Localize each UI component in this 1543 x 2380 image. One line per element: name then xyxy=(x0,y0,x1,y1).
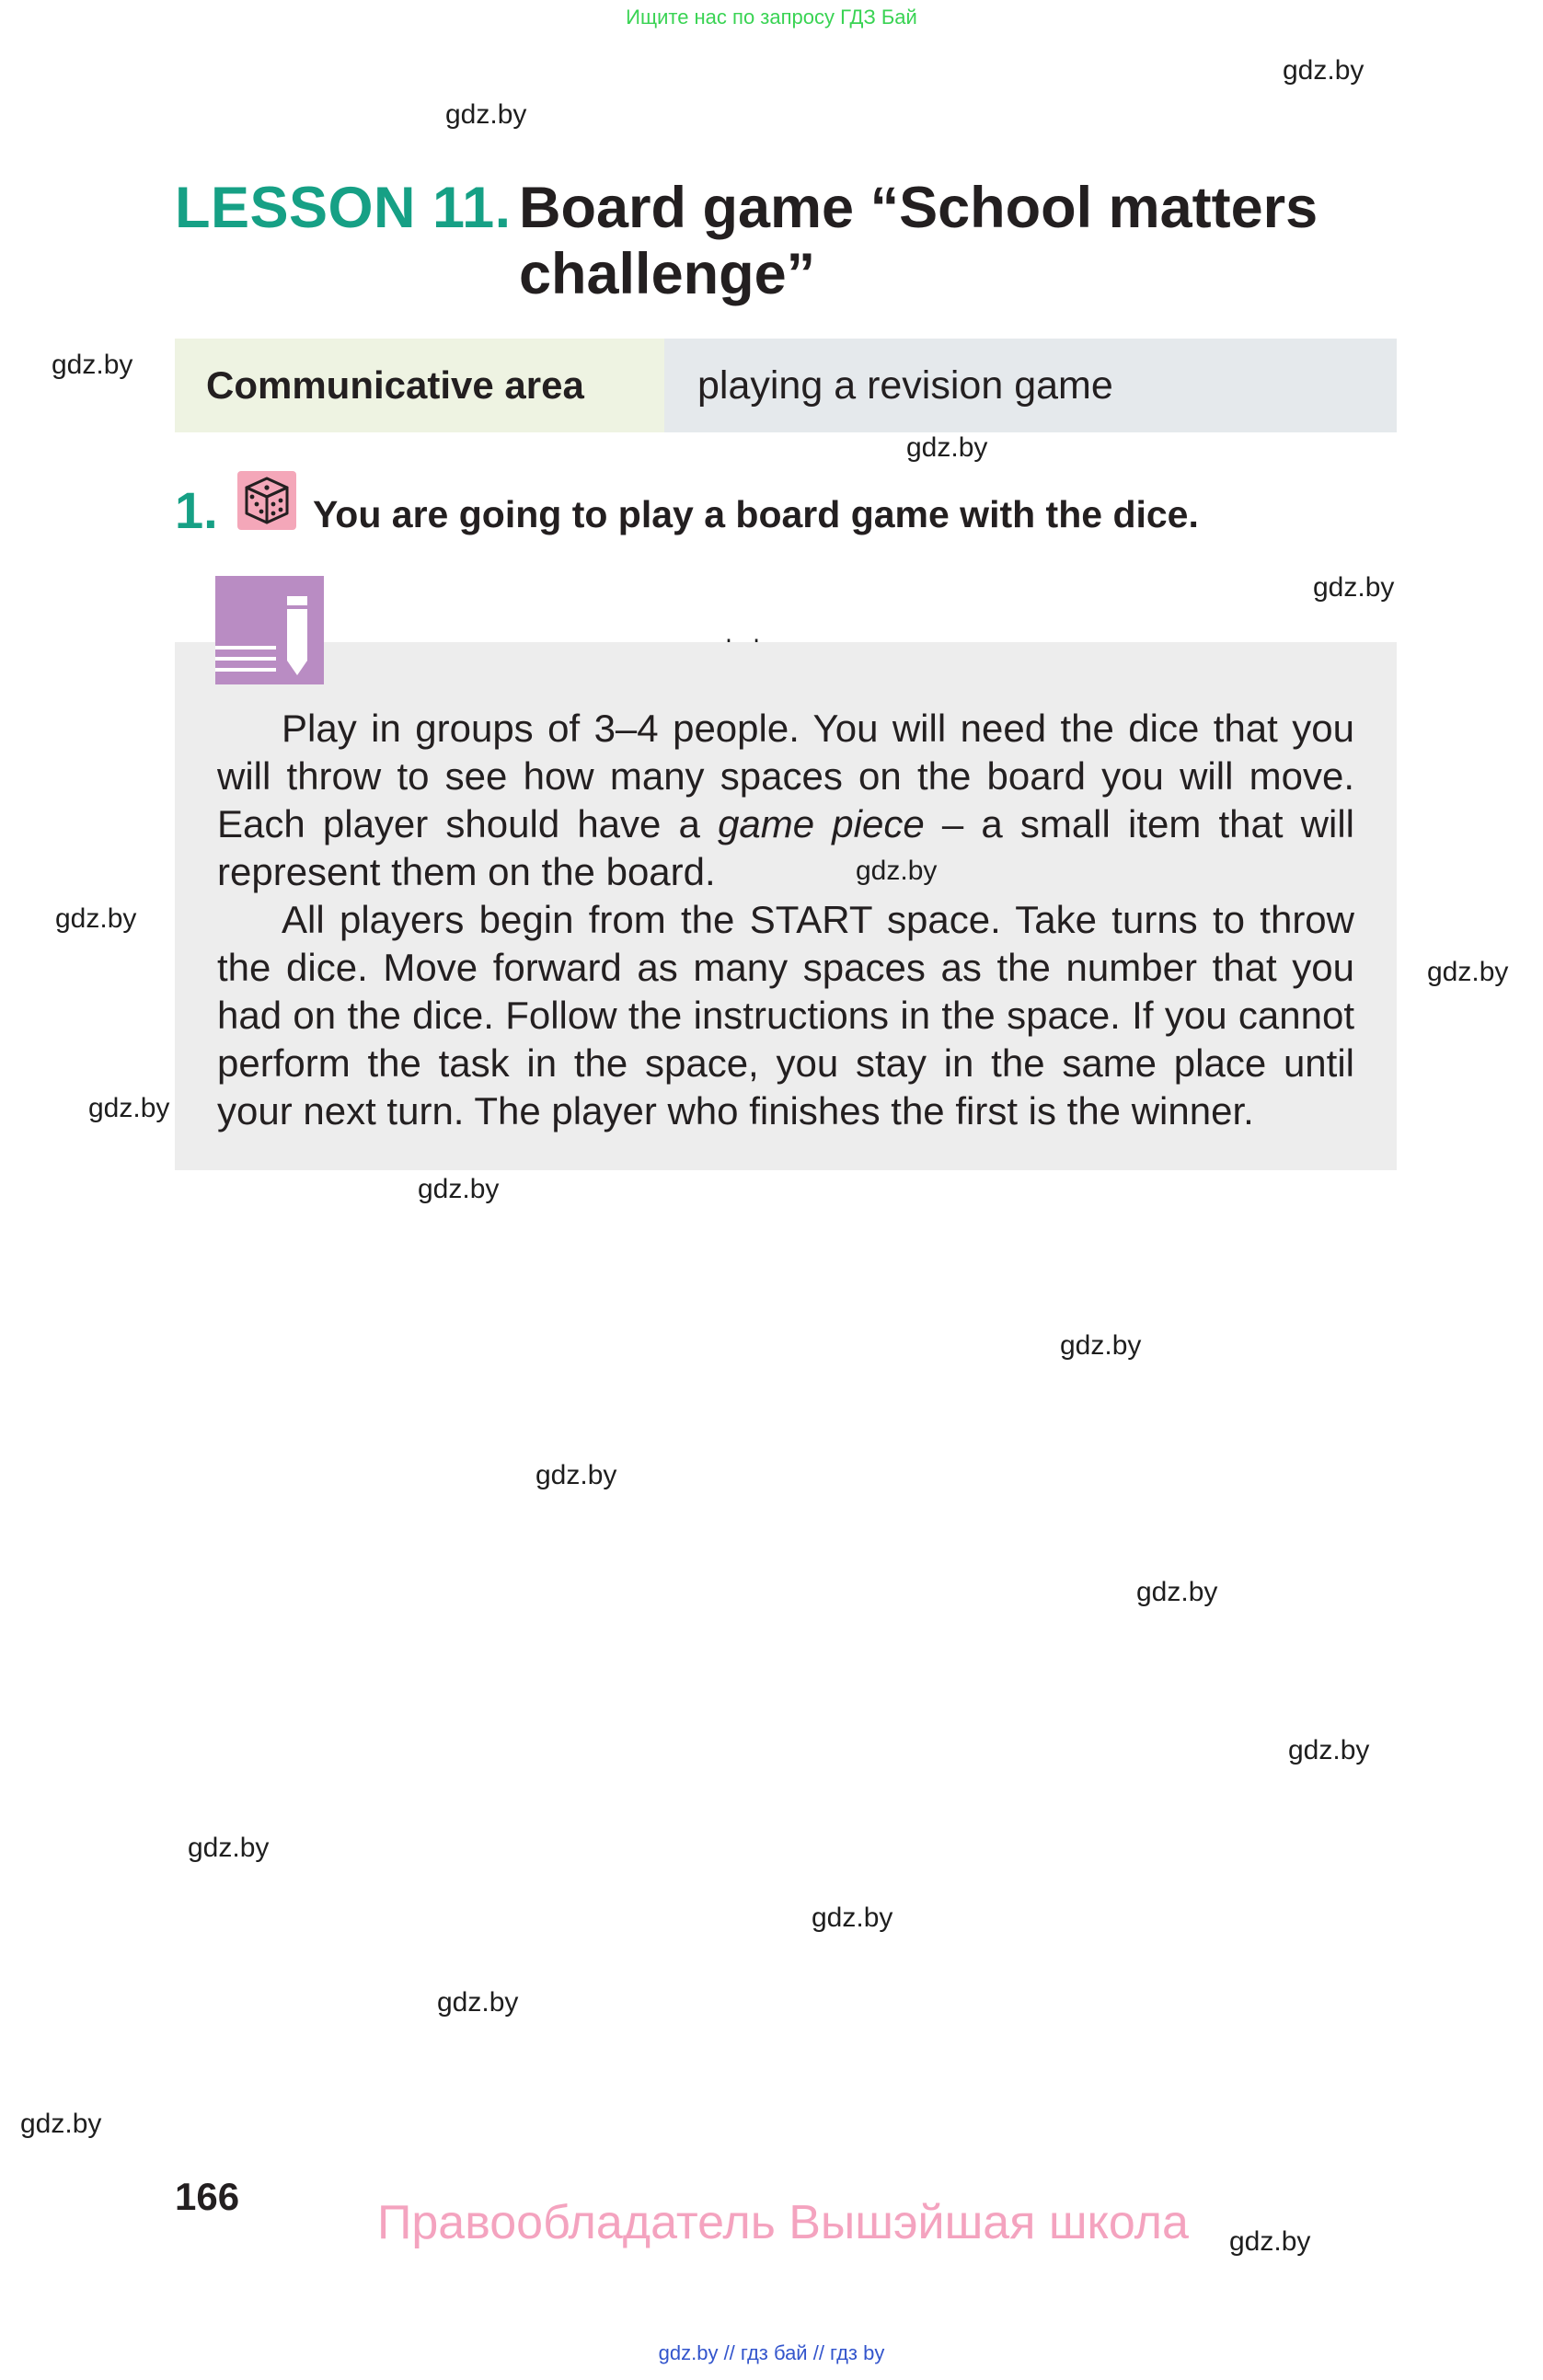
rules-p1-end: – a small item that will represent them on the board. xyxy=(217,802,1355,893)
top-banner: Ищите нас по запросу ГДЗ Бай xyxy=(626,6,917,29)
watermark: gdz.by xyxy=(1283,55,1365,86)
watermark: gdz.by xyxy=(445,99,527,130)
watermark: gdz.by xyxy=(906,432,988,463)
watermark: gdz.by xyxy=(856,856,938,886)
communicative-area-label-text: Communicative area xyxy=(206,363,584,407)
watermark: gdz.by xyxy=(1136,1577,1218,1607)
watermark: gdz.by xyxy=(418,1174,500,1204)
watermark: gdz.by xyxy=(1229,2226,1311,2257)
rules-paragraph-1 xyxy=(217,705,1354,896)
copyright-owner: Правообладатель Вышэйшая школа xyxy=(377,2196,1189,2249)
watermark: gdz.by xyxy=(1427,957,1509,987)
watermark: gdz.by xyxy=(1060,1330,1142,1361)
watermark: gdz.by xyxy=(55,903,137,934)
rules-text xyxy=(217,705,1354,1135)
page-number: 166 xyxy=(175,2175,240,2218)
watermark: gdz.by xyxy=(20,2109,102,2139)
watermark: gdz.by xyxy=(535,1460,617,1490)
pencil-notes-icon xyxy=(215,576,324,684)
exercise-instruction: You are going to play a board game with the dice. xyxy=(313,493,1199,535)
footer-links: gdz.by // гдз бай // гдз by xyxy=(658,2341,885,2364)
rules-p1-term: game piece xyxy=(718,802,925,845)
communicative-area-label xyxy=(175,339,664,432)
watermark: gdz.by xyxy=(88,1093,170,1123)
communicative-area-value xyxy=(664,339,1397,432)
lesson-title: Board game “School matters challenge” xyxy=(519,176,1318,306)
watermark: gdz.by xyxy=(812,1903,893,1933)
watermark: gdz.by xyxy=(1288,1735,1370,1765)
exercise-number: 1. xyxy=(175,481,218,539)
watermark: gdz.by xyxy=(1313,572,1395,603)
lesson-number: LESSON 11. xyxy=(175,176,512,240)
rules-p1-start: Play in groups of 3–4 people. You will need the dice that you will throw to see how many spaces on the board you will move. Each player should have a xyxy=(217,707,1354,845)
watermark: gdz.by xyxy=(52,350,133,380)
rules-paragraph-2: All players begin from the START space. Take turns to throw the dice. Move forward as many spaces as the number that you had on the dice. Follow the instructions in the space. If you cannot perform the task in the space, you stay in the same place until your next turn. The player who finishes the first is the winner. xyxy=(217,898,1354,1133)
watermark: gdz.by xyxy=(188,1833,270,1863)
watermark: gdz.by xyxy=(437,1987,519,2018)
communicative-area-value-text: playing a revision game xyxy=(697,362,1113,408)
dice-icon xyxy=(237,471,296,530)
